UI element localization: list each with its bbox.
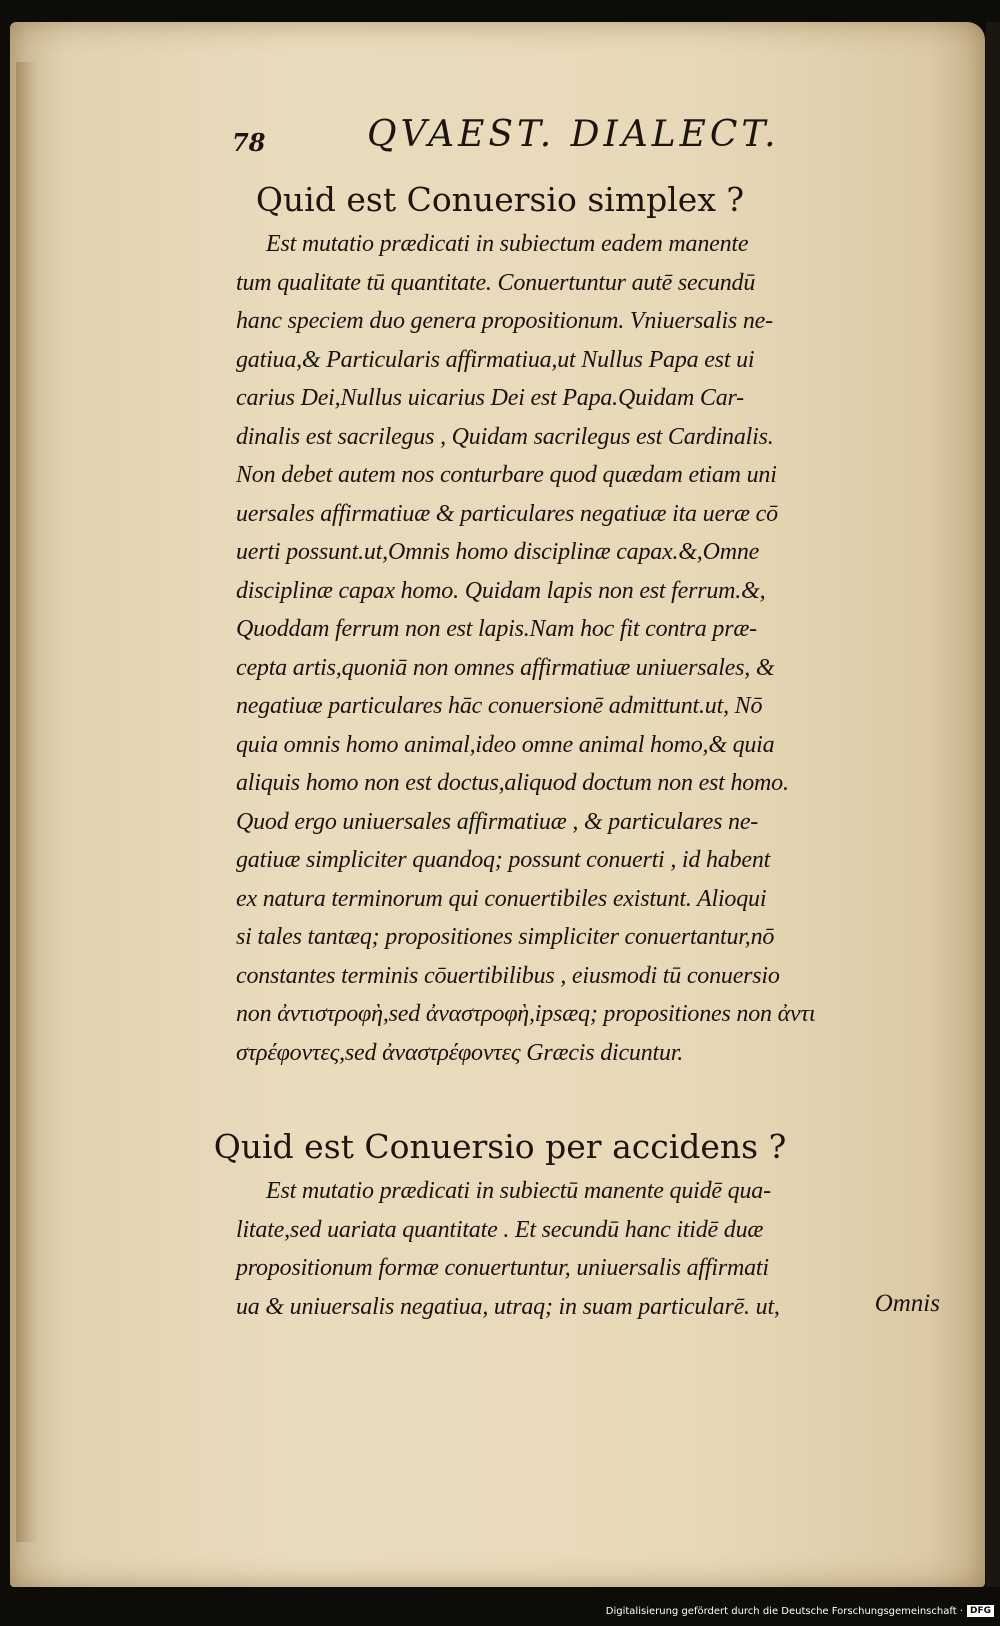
text-line: hanc speciem duo genera propositionum. Vniuersalis ne- xyxy=(236,308,773,334)
text-line: non ἀντιστροφὴ,sed ἀναστροφὴ,ipsæq; propositiones non ἀντι xyxy=(236,1001,816,1027)
text-line: carius Dei,Nullus uicarius Dei est Papa.Quidam Car- xyxy=(236,385,744,411)
text-line: gatiuæ simpliciter quandoq; possunt conuerti , id habent xyxy=(236,847,771,873)
text-line: Est mutatio prædicati in subiectum eadem manente xyxy=(266,231,749,257)
text-line: Non debet autem nos conturbare quod quædam etiam uni xyxy=(236,462,777,488)
text-line: στρέφοντες,sed ἀναστρέφοντες Græcis dicuntur. xyxy=(236,1039,684,1066)
text-line: Quod ergo uniuersales affirmatiuæ , & particulares ne- xyxy=(236,808,759,835)
text-line: uersales affirmatiuæ & particulares negatiuæ ita ueræ cō xyxy=(236,500,778,527)
text-line: constantes terminis cōuertibilibus , eiusmodi tū conuersio xyxy=(236,962,780,989)
page-header xyxy=(232,112,822,162)
text-line: ua & uniuersalis negatiua, utraq; in suam particularē. ut, xyxy=(236,1293,780,1320)
funding-footer xyxy=(606,1600,994,1622)
dfg-logo-icon: DFG xyxy=(967,1605,994,1617)
running-title: QVAEST. DIALECT. xyxy=(367,114,780,155)
section-heading-conuersio-per-accidens: Quid est Conuersio per accidens ? xyxy=(213,1127,787,1166)
text-line: ex natura terminorum qui conuertibiles existunt. Alioqui xyxy=(236,885,767,912)
text-line: quia omnis homo animal,ideo omne animal homo,& quia xyxy=(236,731,775,758)
text-line: disciplinæ capax homo. Quidam lapis non est ferrum.&, xyxy=(236,577,766,604)
text-line: aliquis homo non est doctus,aliquod doctum non est homo. xyxy=(236,770,789,796)
section-heading-conuersio-simplex: Quid est Conuersio simplex ? xyxy=(255,180,745,219)
text-line: dinalis est sacrilegus , Quidam sacrilegus est Cardinalis. xyxy=(236,423,774,450)
text-block-conuersio-simplex xyxy=(236,225,926,1072)
page-edge-shadow xyxy=(986,22,1000,1587)
text-line: si tales tantæq; propositiones simpliciter conuertantur,nō xyxy=(236,924,775,950)
text-line: litate,sed uariata quantitate . Et secundū hanc itidē duæ xyxy=(236,1216,764,1243)
text-line: uerti possunt.ut,Omnis homo disciplinæ capax.&,Omne xyxy=(236,539,760,565)
text-line: propositionum formæ conuertuntur, uniuersalis affirmati xyxy=(236,1255,769,1281)
text-line: cepta artis,quoniā non omnes affirmatiuæ uniuersales, & xyxy=(236,654,775,681)
text-line: tum qualitate tū quantitate. Conuertuntur autē secundū xyxy=(236,269,756,296)
text-block-conuersio-per-accidens xyxy=(236,1172,926,1326)
catchword: Omnis xyxy=(874,1290,940,1317)
text-line: Quoddam ferrum non est lapis.Nam hoc fit contra præ- xyxy=(236,616,757,642)
page-number: 78 xyxy=(232,128,266,157)
text-line: gatiua,& Particularis affirmatiua,ut Nullus Papa est ui xyxy=(236,346,755,373)
text-line: Est mutatio prædicati in subiectū manente quidē qua- xyxy=(266,1178,771,1204)
text-line: negatiuæ particulares hāc conuersionē admittunt.ut, Nō xyxy=(236,693,763,719)
footer-text: Digitalisierung gefördert durch die Deutsche Forschungsgemeinschaft · xyxy=(605,1605,963,1617)
